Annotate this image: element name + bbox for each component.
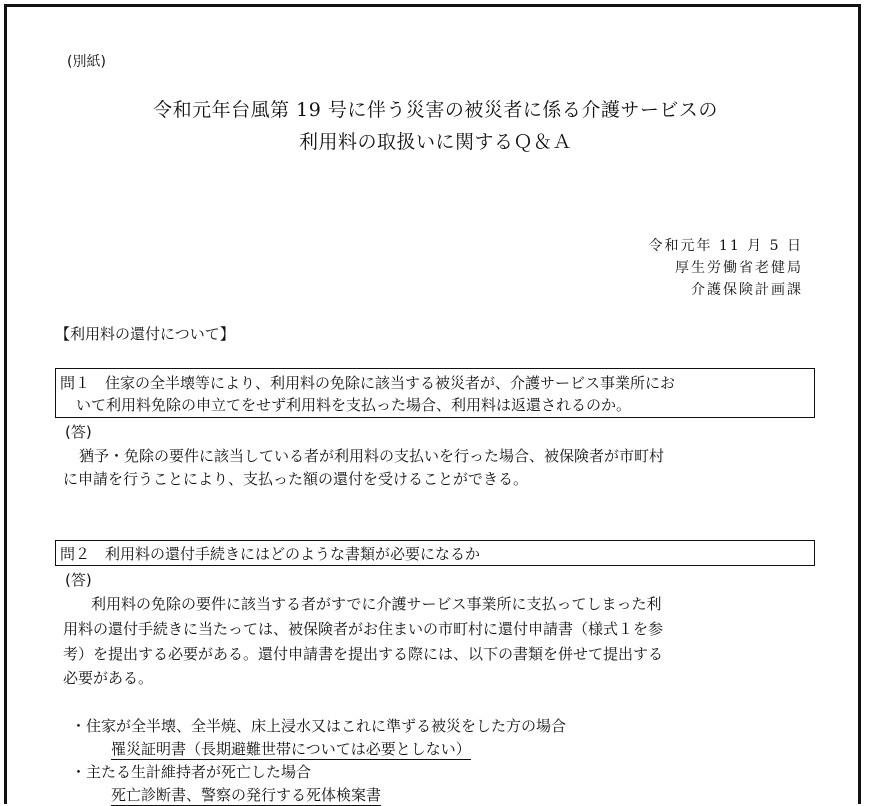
issuing-bureau: 厚生労働省老健局: [675, 260, 803, 276]
question-2-line-1: 問２ 利用料の還付手続きにはどのような書類が必要になるか: [60, 545, 481, 563]
answer-1-line-1: 猶予・免除の要件に該当している者が利用料の支払いを行った場合、被保険者が市町村: [79, 447, 665, 465]
answer-2-line-3: 考）を提出する必要がある。還付申請書を提出する際には、以下の書類を併せて提出する: [63, 645, 664, 663]
question-1-box: [55, 368, 815, 418]
bullet-2: ・主たる生計維持者が死亡した場合: [71, 763, 312, 781]
answer-1-label: (答): [65, 423, 92, 441]
document-page: [4, 4, 861, 804]
answer-1-line-2: に申請を行うことにより、支払った額の還付を受けることができる。: [63, 470, 529, 488]
document-title-line-2: 利用料の取扱いに関するＱ＆Ａ: [298, 131, 572, 153]
answer-2-line-1: 利用料の免除の要件に該当する者がすでに介護サービス事業所に支払ってしまった利: [91, 595, 662, 613]
section-heading: 【利用料の還付について】: [55, 325, 235, 343]
question-1-line-1: 問１ 住家の全半壊等により、利用料の免除に該当する被災者が、介護サービス事業所にお: [60, 374, 676, 392]
bullet-2-document: 死亡診断書、警察の発行する死体検案書: [111, 786, 382, 804]
answer-2-label: (答): [65, 571, 92, 589]
question-2-box: [55, 540, 815, 566]
bullet-1-document: 罹災証明書（長期避難世帯については必要としない）: [111, 740, 471, 758]
document-title-line-1: 令和元年台風第 19 号に伴う災害の被災者に係る介護サービスの: [153, 99, 718, 121]
attachment-label: (別紙): [67, 54, 106, 70]
question-1-line-2: いて利用料免除の申立てをせず利用料を支払った場合、利用料は返還されるのか。: [76, 396, 632, 414]
bullet-1: ・住家が全半壊、全半焼、床上浸水又はこれに準ずる被災をした方の場合: [71, 717, 567, 735]
issue-date: 令和元年 11 月 5 日: [648, 238, 803, 254]
answer-2-line-2: 用料の還付手続きに当たっては、被保険者がお住まいの市町村に還付申請書（様式１を参: [63, 620, 664, 638]
answer-2-line-4: 必要がある。: [63, 669, 154, 687]
issuing-division: 介護保険計画課: [691, 282, 803, 298]
